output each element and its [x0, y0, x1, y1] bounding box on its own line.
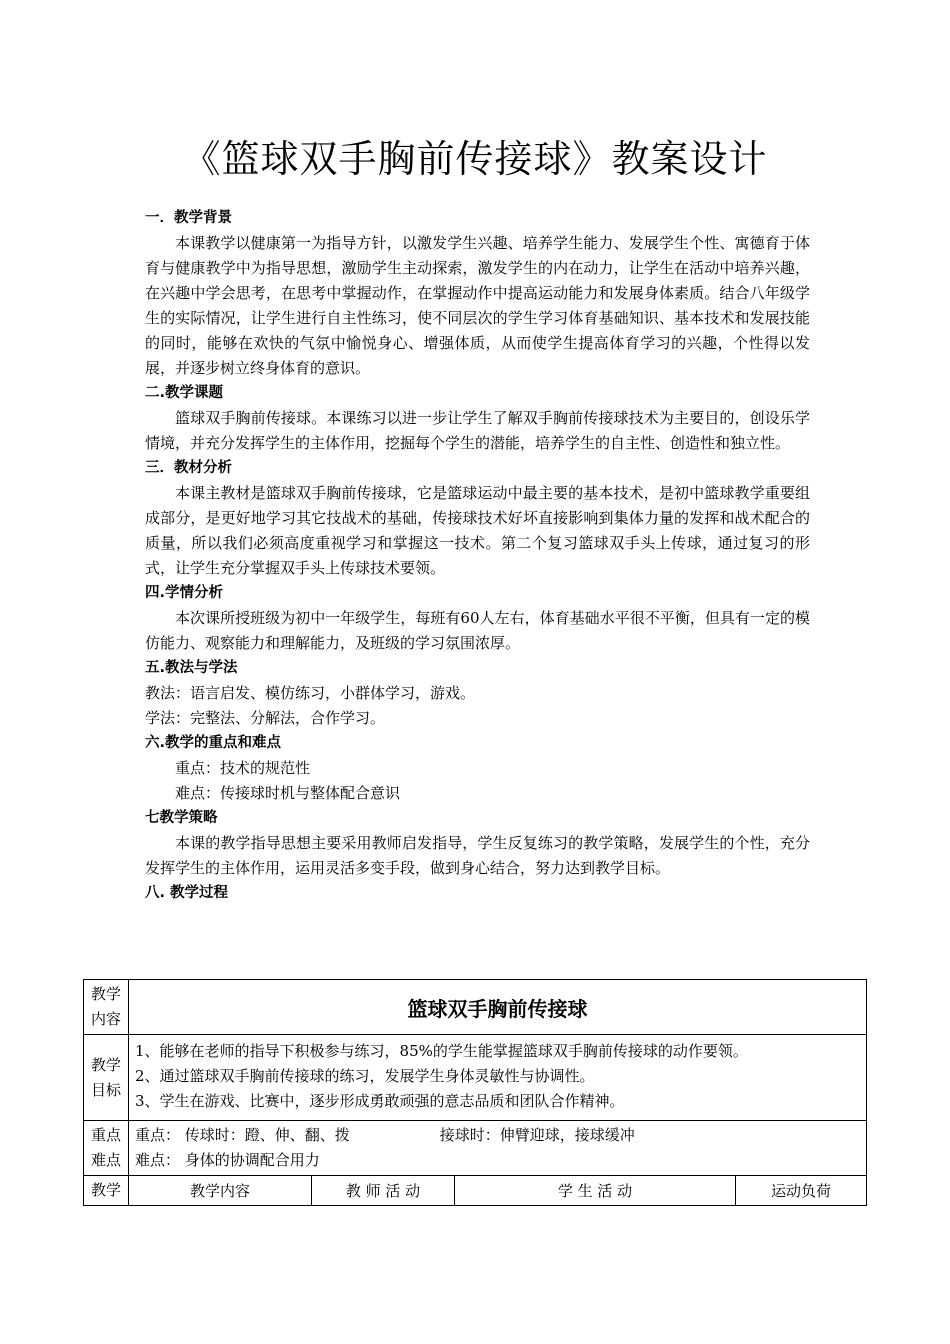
goals-cell — [129, 1035, 867, 1121]
document-body — [145, 206, 810, 906]
paragraph: 本课主教材是篮球双手胸前传接球，它是篮球运动中最主要的基本技术，是初中篮球教学重要组成部分，是更好地学习其它技战术的基础，传接球技术好坏直接影响到集体力量的发挥和战术配合的质量，所以我们必须高度重视学习和掌握这一技术。第二个复习篮球双手头上传球，通过复习的形式，让学生充分掌握双手头上传球技术要领。 — [145, 484, 810, 577]
goal-item: 3、学生在游戏、比赛中，逐步形成勇敢顽强的意志品质和团队合作精神。 — [135, 1092, 625, 1110]
key-point-row — [135, 1123, 860, 1148]
table-row — [84, 1035, 867, 1121]
key-point-line: 重点：技术的规范性 — [175, 759, 311, 777]
column-header: 运动负荷 — [736, 1176, 867, 1206]
teaching-method: 教法：语言启发、模仿练习，小群体学习，游戏。 — [145, 684, 476, 702]
column-header: 学 生 活 动 — [455, 1176, 736, 1206]
difficulty-row: 难点： 身体的协调配合用力 — [135, 1151, 320, 1169]
section-heading: 六.教学的重点和难点 — [145, 735, 282, 751]
section-heading: 一．教学背景 — [145, 210, 232, 226]
section-heading: 八. 教学过程 — [145, 885, 229, 901]
table-row — [84, 980, 867, 1035]
section-heading: 四.学情分析 — [145, 585, 224, 601]
keys-cell — [129, 1121, 867, 1176]
section-heading: 七教学策略 — [145, 810, 218, 826]
paragraph: 本课教学以健康第一为指导方针，以激发学生兴趣、培养学生能力、发展学生个性、寓德育于体育与健康教学中为指导思想，激励学生主动探索，激发学生的内在动力，让学生在活动中培养兴趣，在兴趣中学会思考，在思考中掌握动作，在掌握动作中提高运动能力和发展身体素质。结合八年级学生的实际情况，让学生进行自主性练习，使不同层次的学生学习体育基础知识、基本技术和发展技能的同时，能够在欢快的气氛中愉悦身心、增强体质，从而使学生提高体育学习的兴趣，个性得以发展，并逐步树立终身体育的意识。 — [145, 234, 810, 377]
section-heading: 二.教学课题 — [145, 385, 224, 401]
column-header: 教 师 活 动 — [312, 1176, 455, 1206]
column-header: 教学 — [84, 1176, 129, 1206]
learning-method: 学法：完整法、分解法，合作学习。 — [145, 709, 386, 727]
content-label: 教学内容 — [84, 980, 129, 1035]
page-title: 《篮球双手胸前传接球》教案设计 — [182, 137, 768, 181]
paragraph: 篮球双手胸前传接球。本课练习以进一步让学生了解双手胸前传接球技术为主要目的，创设乐学情境，并充分发挥学生的主体作用，挖掘每个学生的潜能，培养学生的自主性、创造性和独立性。 — [145, 409, 810, 452]
goal-item: 1、能够在老师的指导下积极参与练习，85%的学生能掌握篮球双手胸前传接球的动作要领。 — [135, 1042, 748, 1060]
section-heading: 三．教材分析 — [145, 460, 232, 476]
table-row — [84, 1121, 867, 1176]
paragraph: 本课的教学指导思想主要采用教师启发指导，学生反复练习的教学策略，发展学生的个性，充分发挥学生的主体作用，运用灵活多变手段，做到身心结合，努力达到教学目标。 — [145, 834, 810, 877]
column-header: 教学内容 — [129, 1176, 312, 1206]
goals-label: 教学目标 — [84, 1035, 129, 1121]
difficulty-line: 难点：传接球时机与整体配合意识 — [175, 784, 401, 802]
lesson-plan-table — [83, 979, 867, 1206]
key-point-catch: 接球时：伸臂迎球，接球缓冲 — [439, 1126, 635, 1144]
lesson-topic: 篮球双手胸前传接球 — [129, 980, 867, 1035]
paragraph: 本次课所授班级为初中一年级学生，每班有60人左右，体育基础水平很不平衡，但具有一定的模仿能力、观察能力和理解能力，及班级的学习氛围浓厚。 — [145, 609, 810, 652]
section-heading: 五.教法与学法 — [145, 660, 238, 676]
key-point-pass: 重点： 传球时：蹬、伸、翻、拨 — [135, 1126, 350, 1144]
keys-label: 重点难点 — [84, 1121, 129, 1176]
goal-item: 2、通过篮球双手胸前传接球的练习，发展学生身体灵敏性与协调性。 — [135, 1067, 595, 1085]
table-header-row — [84, 1176, 867, 1206]
